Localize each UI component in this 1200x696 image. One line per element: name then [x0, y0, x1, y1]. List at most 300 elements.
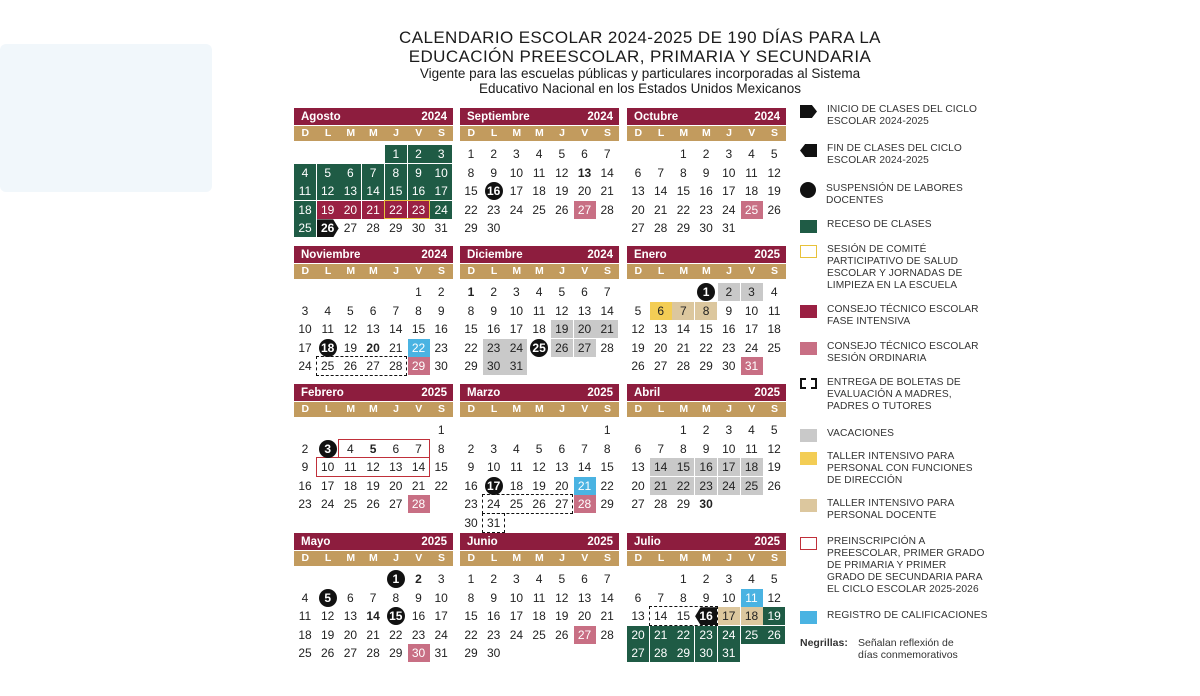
day-cell: 16	[487, 609, 501, 624]
day-cell: 3	[513, 147, 520, 161]
day-cell: 27	[343, 646, 358, 661]
day-cell: 12	[555, 165, 569, 180]
legend-text	[827, 143, 962, 167]
day-cell: 27	[343, 221, 358, 236]
legend-line: TALLER INTENSIVO PARA	[827, 498, 955, 509]
day-cell: 13	[577, 303, 592, 318]
weekday-label: L	[324, 552, 332, 564]
day-cell: 28	[366, 221, 380, 236]
day-cell: 10	[722, 590, 736, 605]
weekday-label: M	[535, 403, 544, 415]
day-cell: 17	[509, 184, 524, 199]
day-cell: 23	[695, 477, 717, 495]
month-header	[460, 533, 619, 550]
day-cell: 25	[298, 646, 312, 661]
month-header	[627, 246, 786, 263]
month-name: Noviembre	[301, 248, 361, 261]
day-cell: 14	[650, 458, 672, 476]
day-cell: 20	[654, 340, 668, 355]
legend-swatch-blue	[800, 611, 817, 624]
day-cell: 30	[434, 359, 448, 374]
legend-swatch-redbox	[800, 537, 817, 550]
day-cell: 30	[464, 516, 478, 530]
day-cell: 12	[532, 460, 546, 475]
day-cell: 5	[558, 285, 566, 299]
day-cell: 24	[744, 340, 759, 355]
day-cell: 30	[699, 221, 713, 236]
day-cell: 5	[347, 303, 354, 318]
day-cell: 20	[631, 202, 645, 217]
weekday-label: V	[415, 552, 423, 564]
legend-line: FIN DE CLASES DEL CICLO	[827, 143, 962, 154]
day-cell: 12	[366, 460, 380, 475]
day-cell: 7	[415, 441, 422, 456]
day-cell: 9	[725, 303, 733, 318]
weekday-label: M	[369, 403, 378, 415]
day-cell: 23	[699, 202, 713, 217]
bold-note-line-2: días conmemorativos	[858, 649, 958, 661]
bold-note	[800, 637, 1000, 661]
month-abril	[627, 384, 786, 547]
weekday-label: S	[437, 403, 445, 415]
day-cell: 10	[430, 164, 452, 182]
day-cell: 2	[415, 572, 422, 586]
day-cell: 28	[366, 646, 380, 661]
day-cell: 4	[347, 441, 354, 456]
month-header	[294, 384, 453, 401]
day-cell: 17	[434, 609, 448, 624]
day-cell: 7	[672, 302, 694, 320]
day-cell: 5	[317, 589, 339, 607]
day-cell: 13	[343, 609, 358, 624]
day-cell: 7	[657, 590, 665, 605]
weekday-label: V	[581, 127, 589, 139]
weekday-label: D	[467, 127, 476, 139]
day-cell: 4	[535, 572, 543, 586]
month-year: 2025	[587, 386, 613, 399]
month-year: 2025	[754, 535, 780, 548]
day-cell: 12	[767, 165, 781, 180]
day-cell: 21	[650, 626, 672, 644]
day-cell: 8	[680, 441, 687, 456]
day-cell: 5	[770, 572, 778, 586]
day-cell: 12	[321, 609, 335, 624]
day-cell: 30	[695, 644, 717, 662]
day-cell: 7	[392, 303, 400, 318]
day-cell: 17	[321, 478, 335, 493]
legend-line: ENTREGA DE BOLETAS DE	[827, 377, 961, 388]
legend-line: DOCENTES	[826, 195, 884, 206]
day-cell: 27	[631, 221, 645, 236]
day-grid	[460, 570, 619, 696]
legend-swatch-end	[800, 144, 817, 157]
day-cell: 21	[574, 477, 596, 495]
day-cell: 26	[366, 497, 380, 512]
day-cell: 10	[744, 303, 759, 318]
day-cell: 6	[581, 285, 588, 299]
legend-line: FASE INTENSIVA	[827, 316, 911, 327]
day-cell: 22	[434, 478, 448, 493]
day-cell: 7	[362, 164, 384, 182]
day-cell: 7	[369, 590, 377, 605]
weekday-label: S	[437, 265, 445, 277]
legend-line: ESCOLAR 2024-2025	[827, 155, 929, 166]
weekday-label: V	[415, 265, 423, 277]
day-cell: 31	[505, 357, 527, 375]
day-cell: 28	[574, 495, 596, 513]
day-cell: 2	[301, 441, 309, 456]
day-cell: 16	[699, 184, 713, 199]
day-cell: 25	[528, 339, 550, 357]
day-cell: 3	[430, 145, 452, 163]
day-cell: 10	[434, 590, 448, 605]
day-cell: 13	[631, 460, 645, 475]
day-cell: 12	[767, 441, 781, 456]
day-cell: 24	[321, 497, 335, 512]
weekday-label: M	[512, 265, 522, 277]
weekday-label: D	[301, 403, 310, 415]
day-cell: 16	[408, 182, 430, 200]
legend-item	[800, 341, 995, 365]
day-cell: 11	[745, 165, 758, 180]
day-cell: 26	[343, 359, 358, 374]
day-cell: 29	[464, 646, 478, 661]
weekday-label: M	[702, 127, 711, 139]
day-cell: 14	[600, 165, 614, 180]
day-cell: 13	[631, 609, 645, 624]
day-cell: 8	[603, 441, 611, 456]
weekday-label: V	[748, 265, 756, 277]
day-cell: 15	[411, 322, 426, 337]
day-cell: 4	[748, 423, 755, 437]
legend-item	[800, 377, 995, 413]
legend-text	[827, 304, 979, 328]
day-cell: 29	[389, 221, 403, 236]
day-cell: 18	[532, 609, 546, 624]
day-cell: 21	[600, 184, 614, 199]
month-year: 2025	[754, 248, 780, 261]
legend-line: VACACIONES	[827, 428, 895, 439]
day-cell: 16	[464, 478, 478, 493]
day-cell: 11	[745, 441, 758, 456]
day-cell: 24	[430, 201, 452, 219]
day-cell: 9	[702, 590, 710, 605]
day-cell: 6	[634, 441, 642, 456]
legend-line: DE PRIMARIA Y PRIMER	[827, 560, 947, 571]
weekday-label: V	[415, 403, 423, 415]
weekday-label: M	[346, 552, 356, 564]
day-cell: 29	[676, 497, 691, 512]
day-cell: 30	[487, 221, 501, 236]
weekday-label: S	[603, 127, 611, 139]
weekday-label: S	[770, 552, 778, 564]
weekday-label: J	[726, 265, 733, 277]
day-cell: 7	[603, 572, 611, 586]
day-cell: 30	[408, 644, 430, 662]
weekday-header	[294, 126, 453, 141]
month-name: Junio	[467, 535, 498, 548]
weekday-label: S	[437, 127, 445, 139]
day-cell: 26	[555, 202, 569, 217]
weekday-label: J	[393, 552, 400, 564]
weekday-label: J	[559, 127, 566, 139]
legend-line: SESIÓN DE COMITÉ	[827, 244, 927, 255]
weekday-label: M	[369, 552, 378, 564]
day-cell: 4	[748, 147, 755, 161]
day-cell: 18	[317, 339, 339, 357]
day-cell: 16	[487, 322, 501, 337]
day-cell: 13	[339, 182, 361, 200]
day-cell: 16	[722, 322, 736, 337]
day-cell: 7	[657, 441, 665, 456]
day-cell: 17	[718, 607, 740, 625]
day-cell: 23	[483, 339, 505, 357]
day-cell: 15	[676, 184, 691, 199]
legend-line: LIMPIEZA EN LA ESCUELA	[827, 280, 958, 291]
weekday-label: D	[467, 552, 476, 564]
day-cell: 4	[294, 164, 316, 182]
day-cell: 2	[408, 145, 430, 163]
weekday-header	[460, 264, 619, 279]
day-cell: 25	[741, 477, 763, 495]
day-cell: 22	[385, 201, 407, 219]
day-cell: 7	[603, 147, 611, 161]
day-cell: 22	[464, 340, 478, 355]
day-cell: 5	[317, 164, 339, 182]
legend-text	[827, 219, 932, 233]
day-cell: 11	[532, 590, 546, 605]
day-cell: 3	[741, 283, 763, 301]
day-cell: 4	[535, 285, 543, 299]
day-cell: 10	[321, 460, 335, 475]
day-cell: 1	[695, 283, 717, 301]
day-cell: 20	[631, 478, 645, 493]
day-cell: 28	[654, 221, 668, 236]
day-cell: 29	[672, 644, 694, 662]
day-cell: 8	[467, 590, 475, 605]
weekday-label: M	[512, 127, 522, 139]
day-cell: 19	[555, 184, 569, 199]
day-cell: 23	[298, 497, 312, 512]
legend-line: PADRES O TUTORES	[827, 401, 932, 412]
day-cell: 11	[532, 303, 546, 318]
day-cell: 9	[467, 460, 475, 475]
day-cell: 14	[362, 182, 384, 200]
day-cell: 15	[600, 460, 614, 475]
day-cell: 17	[509, 609, 524, 624]
weekday-label: J	[726, 552, 733, 564]
weekday-label: V	[415, 127, 423, 139]
weekday-label: L	[490, 265, 498, 277]
legend-text	[827, 498, 954, 522]
weekday-header	[294, 402, 453, 417]
day-cell: 10	[298, 322, 312, 337]
day-cell: 17	[298, 340, 312, 355]
legend-line: DE DIRECCIÓN	[827, 475, 903, 486]
day-cell: 4	[748, 572, 755, 586]
legend-line: REGISTRO DE CALIFICACIONES	[827, 610, 988, 621]
day-cell: 24	[298, 359, 312, 374]
legend-line: CONSEJO TÉCNICO ESCOLAR	[827, 304, 979, 315]
month-febrero	[294, 384, 453, 547]
day-cell: 26	[532, 497, 546, 512]
legend-item	[800, 428, 995, 442]
day-cell: 9	[702, 441, 710, 456]
day-cell: 19	[631, 340, 645, 355]
day-cell: 25	[321, 359, 335, 374]
day-cell: 30	[699, 497, 713, 512]
day-cell: 11	[294, 182, 316, 200]
legend-swatch-pink	[800, 342, 817, 355]
day-cell: 22	[672, 626, 694, 644]
day-cell: 27	[654, 359, 668, 374]
day-cell: 19	[767, 460, 781, 475]
day-cell: 22	[699, 340, 713, 355]
day-cell: 8	[437, 441, 445, 456]
legend-item	[800, 244, 995, 292]
weekday-label: D	[301, 552, 310, 564]
day-cell: 2	[490, 572, 498, 586]
day-cell: 29	[389, 646, 403, 661]
day-cell: 28	[600, 340, 614, 355]
day-cell: 6	[634, 590, 642, 605]
day-cell: 24	[718, 477, 740, 495]
legend-swatch-gray	[800, 429, 817, 442]
day-cell: 14	[600, 303, 614, 318]
day-cell: 16	[434, 322, 448, 337]
day-cell: 6	[634, 165, 642, 180]
weekday-header	[627, 402, 786, 417]
legend-swatch-green	[800, 220, 817, 233]
weekday-label: V	[581, 403, 589, 415]
weekday-label: S	[603, 265, 611, 277]
day-cell: 15	[464, 609, 478, 624]
subtitle-line-2: Educativo Nacional en los Estados Unidos Mexicanos	[479, 81, 801, 96]
weekday-label: J	[559, 552, 566, 564]
day-cell: 19	[763, 607, 785, 625]
day-cell: 15	[385, 182, 407, 200]
day-cell: 20	[389, 478, 403, 493]
day-cell: 14	[411, 460, 426, 475]
day-cell: 21	[389, 340, 403, 355]
day-cell: 2	[718, 283, 740, 301]
day-cell: 26	[631, 359, 645, 374]
day-cell: 7	[581, 441, 588, 456]
day-cell: 15	[385, 607, 407, 625]
day-cell: 18	[741, 607, 763, 625]
day-cell: 12	[555, 303, 569, 318]
weekday-label: L	[324, 127, 332, 139]
day-cell: 10	[487, 460, 501, 475]
day-cell: 18	[532, 322, 546, 337]
day-cell: 18	[532, 184, 546, 199]
day-cell: 27	[574, 339, 596, 357]
day-cell: 22	[464, 627, 478, 642]
day-cell: 30	[487, 646, 501, 661]
day-cell: 28	[676, 359, 691, 374]
day-cell: 3	[725, 147, 733, 161]
day-cell: 20	[343, 627, 358, 642]
weekday-header	[627, 551, 786, 566]
day-cell: 31	[722, 221, 736, 236]
weekday-label: M	[512, 403, 522, 415]
day-cell: 5	[558, 147, 566, 161]
legend-line: PARTICIPATIVO DE SALUD	[827, 256, 959, 267]
weekday-label: J	[393, 265, 400, 277]
weekday-label: S	[603, 552, 611, 564]
day-cell: 28	[600, 202, 614, 217]
weekday-label: J	[393, 127, 400, 139]
day-cell: 23	[695, 626, 717, 644]
day-cell: 22	[389, 627, 403, 642]
weekday-label: D	[301, 265, 310, 277]
day-cell: 21	[654, 202, 668, 217]
day-cell: 8	[467, 165, 475, 180]
weekday-header	[460, 402, 619, 417]
day-cell: 20	[555, 478, 569, 493]
day-cell: 16	[411, 609, 426, 624]
day-cell: 19	[321, 627, 335, 642]
day-cell: 3	[513, 572, 520, 586]
legend-line: TALLER INTENSIVO PARA	[827, 451, 955, 462]
day-cell: 5	[558, 572, 566, 586]
legend-swatch-yellow	[800, 452, 817, 465]
legend-line: ESCOLAR 2024-2025	[827, 116, 929, 127]
month-name: Julio	[634, 535, 661, 548]
day-cell: 23	[434, 340, 448, 355]
day-cell: 9	[702, 165, 710, 180]
legend-line: SUSPENSIÓN DE LABORES	[826, 183, 963, 194]
day-cell: 25	[509, 497, 524, 512]
day-cell: 12	[555, 590, 569, 605]
day-cell: 18	[744, 184, 759, 199]
month-header	[627, 533, 786, 550]
day-cell: 5	[770, 147, 778, 161]
day-cell: 28	[600, 627, 614, 642]
day-cell: 19	[555, 609, 569, 624]
day-cell: 27	[389, 497, 403, 512]
weekday-header	[627, 264, 786, 279]
bold-note-line-1: Señalan reflexión de	[858, 637, 954, 649]
month-year: 2024	[587, 248, 613, 261]
month-marzo	[460, 384, 619, 547]
month-name: Mayo	[301, 535, 331, 548]
day-cell: 1	[680, 423, 687, 437]
day-cell: 8	[680, 590, 687, 605]
day-cell: 26	[317, 219, 339, 237]
day-cell: 7	[657, 165, 665, 180]
legend-line: RECESO DE CLASES	[827, 219, 932, 230]
day-cell: 9	[490, 303, 498, 318]
month-year: 2025	[421, 386, 447, 399]
day-cell: 21	[650, 477, 672, 495]
title-line-1: CALENDARIO ESCOLAR 2024-2025 DE 190 DÍAS PARA LA	[399, 28, 881, 47]
bold-note-key: Negrillas:	[800, 637, 848, 649]
day-cell: 6	[558, 441, 566, 456]
day-cell: 13	[654, 322, 668, 337]
weekday-label: V	[748, 403, 756, 415]
day-cell: 25	[343, 497, 358, 512]
legend-item	[800, 536, 995, 596]
day-cell: 26	[551, 339, 573, 357]
weekday-label: V	[748, 127, 756, 139]
day-cell: 17	[483, 477, 505, 495]
weekday-label: V	[581, 552, 589, 564]
day-cell: 22	[408, 339, 430, 357]
day-cell: 24	[487, 497, 501, 512]
day-cell: 21	[411, 478, 426, 493]
legend-text	[827, 244, 962, 292]
